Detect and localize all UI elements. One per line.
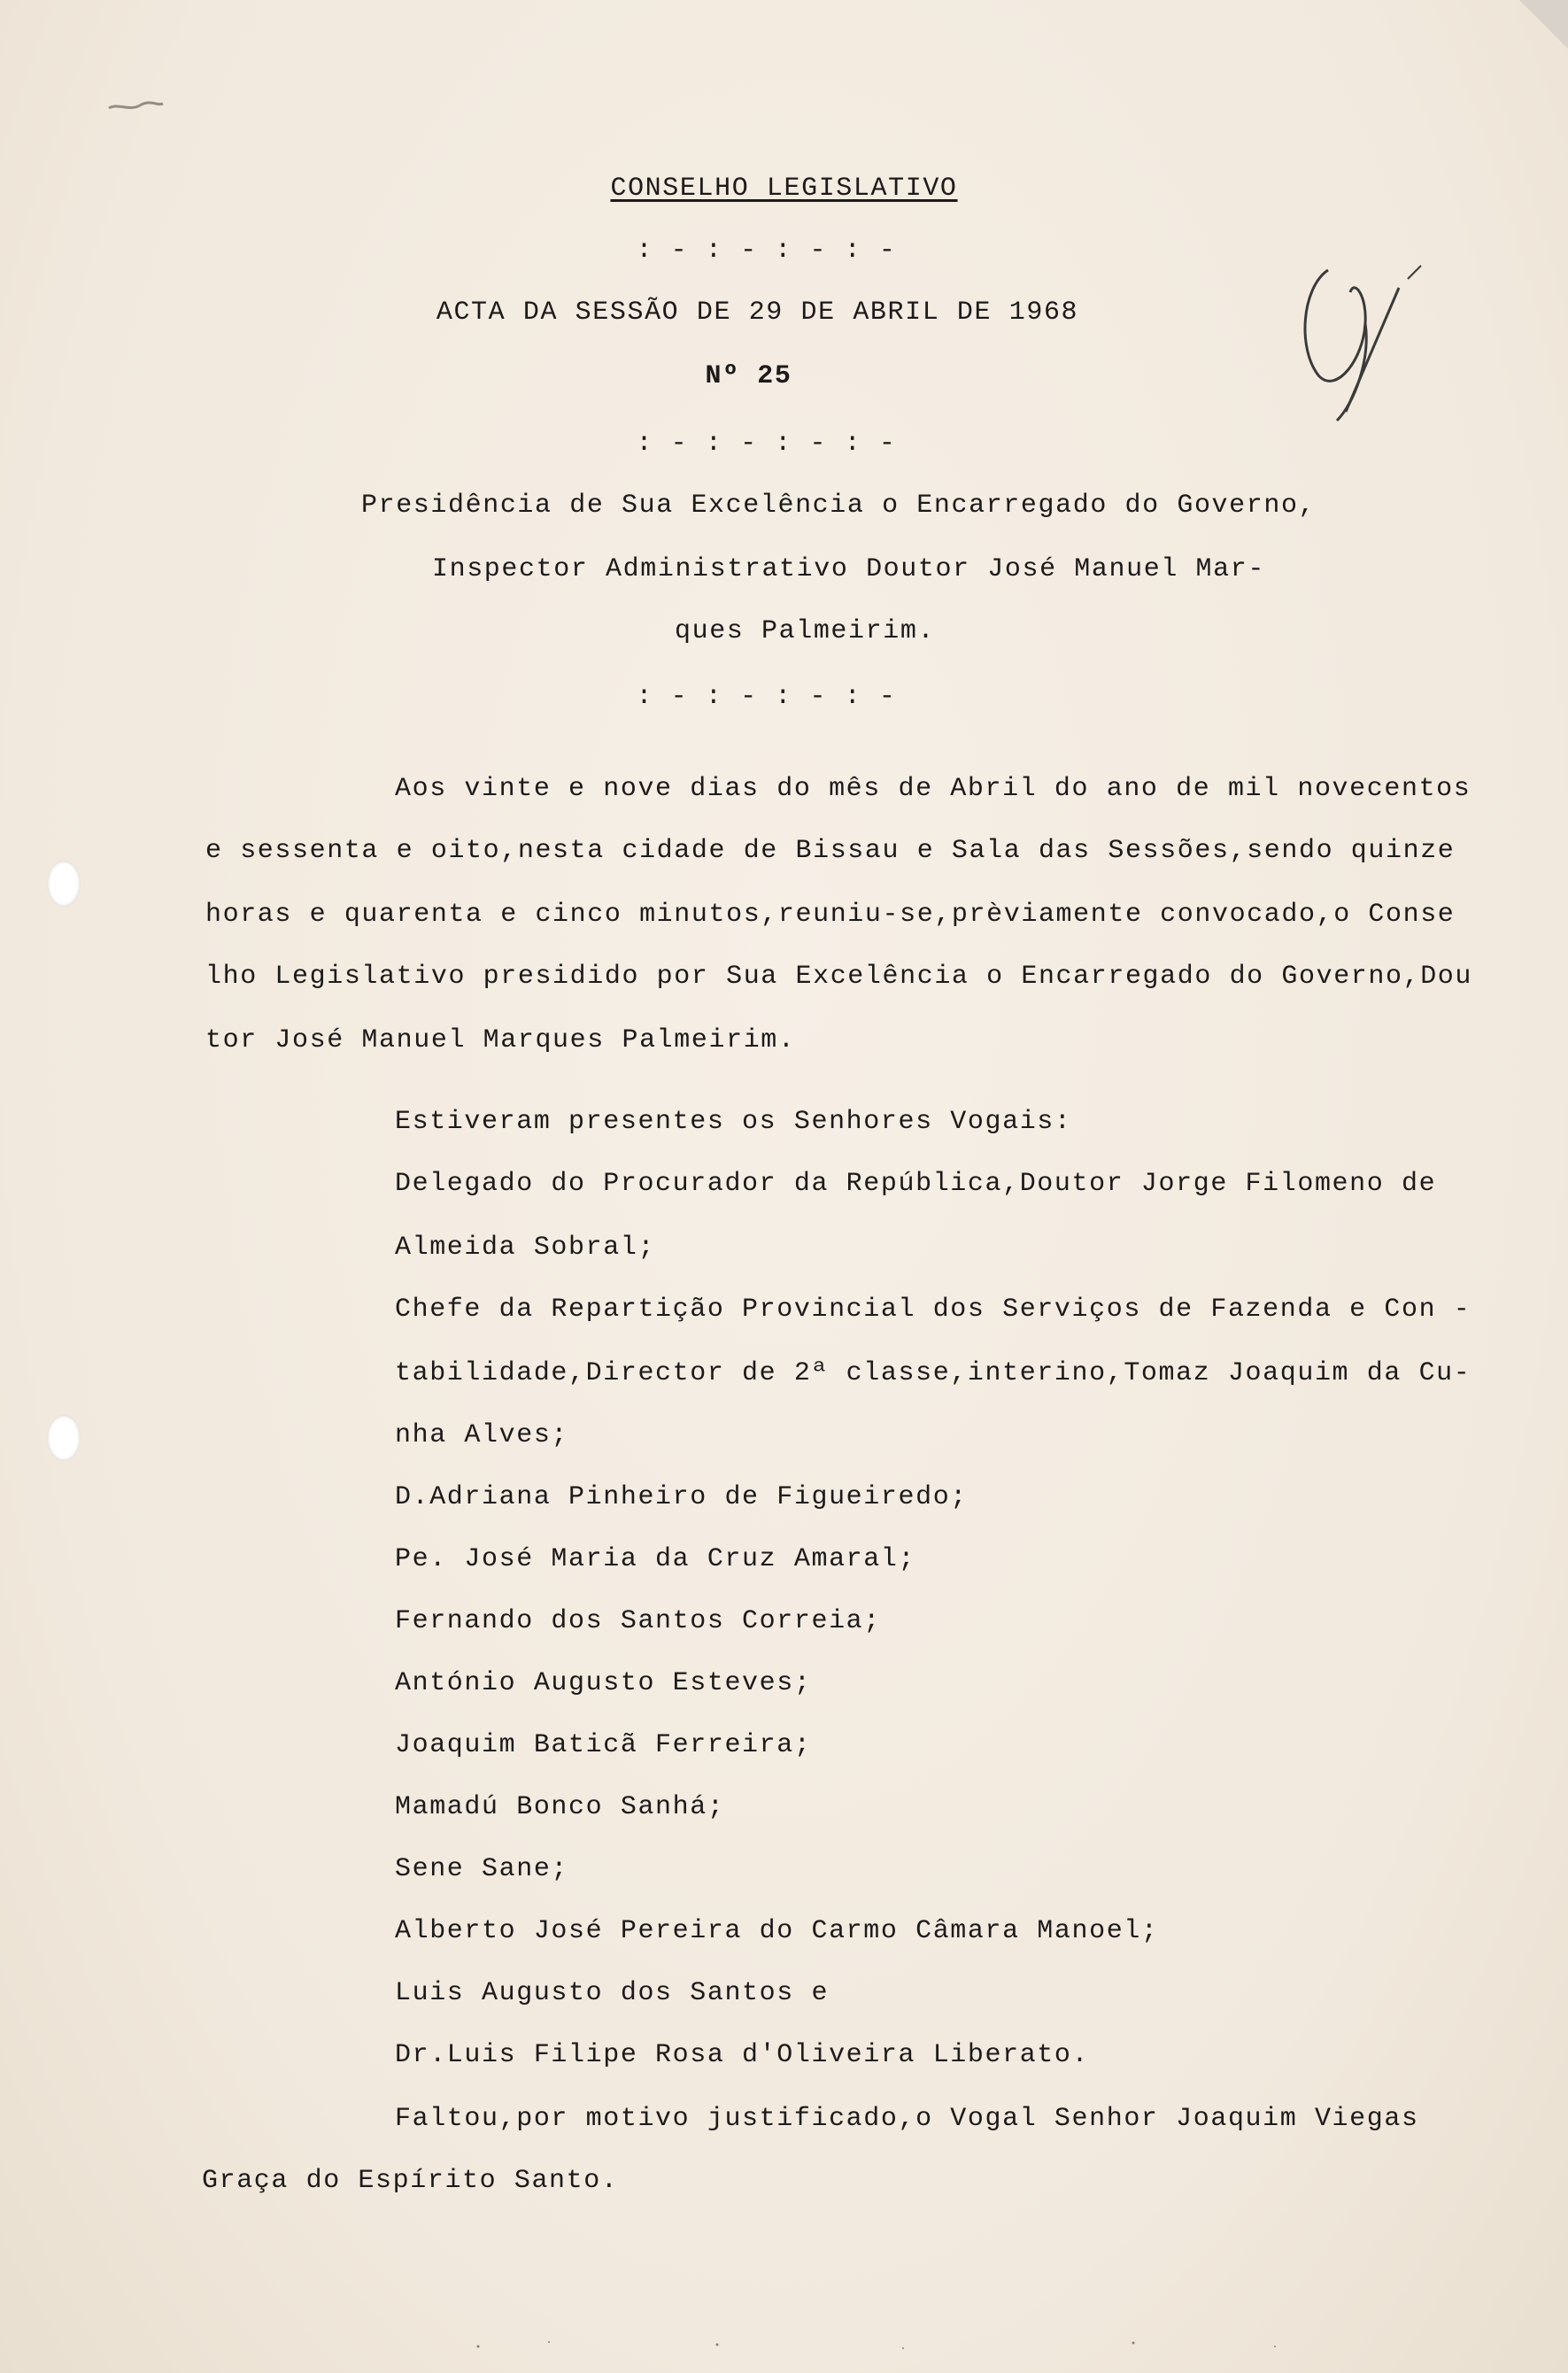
- paper-specks: [443, 2329, 1328, 2355]
- presidency-line: ques Palmeirim.: [675, 616, 936, 646]
- attendee-line: Pe. José Maria da Cruz Amaral;: [395, 1544, 916, 1574]
- attendee-line: Chefe da Repartição Provincial dos Serviços de Fazenda e Con -: [395, 1295, 1471, 1325]
- attendee-line: Alberto José Pereira do Carmo Câmara Manoel;: [395, 1916, 1159, 1946]
- absence-line: Graça do Espírito Santo.: [202, 2166, 619, 2196]
- attendee-line: Almeida Sobral;: [395, 1233, 656, 1263]
- punch-hole: [47, 861, 81, 907]
- attendee-line: nha Alves;: [395, 1420, 569, 1450]
- attendee-line: Dr.Luis Filipe Rosa d'Oliveira Liberato.: [395, 2040, 1090, 2070]
- attendee-line: Delegado do Procurador da República,Doutor Jorge Filomeno de: [395, 1169, 1437, 1199]
- attendee-line: tabilidade,Director de 2ª classe,interino,Tomaz Joaquim da Cu-: [395, 1358, 1471, 1388]
- separator: : - : - : - : -: [636, 429, 897, 459]
- attendee-line: D.Adriana Pinheiro de Figueiredo;: [395, 1482, 968, 1512]
- folded-corner: [1519, 0, 1568, 49]
- paragraph-line: horas e quarenta e cinco minutos,reuniu-se,prèviamente convocado,o Conse: [205, 900, 1456, 930]
- handwritten-initials: [1266, 252, 1443, 429]
- attendee-line: Mamadú Bonco Sanhá;: [395, 1792, 725, 1822]
- attendee-line: Fernando dos Santos Correia;: [395, 1606, 881, 1636]
- paragraph-line: Aos vinte e nove dias do mês de Abril do ano de mil novecentos: [395, 774, 1471, 804]
- attendee-line: Sene Sane;: [395, 1854, 569, 1884]
- separator: : - : - : - : -: [636, 682, 897, 712]
- punch-hole: [47, 1415, 81, 1461]
- paragraph-line: e sessenta e oito,nesta cidade de Bissau e Sala das Sessões,sendo quinze: [205, 836, 1456, 866]
- attendee-line: Joaquim Baticã Ferreira;: [395, 1730, 812, 1760]
- paragraph-line: tor José Manuel Marques Palmeirim.: [205, 1025, 796, 1055]
- ink-smudge: [104, 97, 166, 115]
- attendees-intro: Estiveram presentes os Senhores Vogais:: [395, 1107, 1072, 1137]
- presidency-line: Presidência de Sua Excelência o Encarregado do Governo,: [361, 491, 1317, 521]
- presidency-line: Inspector Administrativo Doutor José Manuel Mar-: [432, 554, 1265, 584]
- attendee-line: António Augusto Esteves;: [395, 1668, 812, 1698]
- session-title: ACTA DA SESSÃO DE 29 DE ABRIL DE 1968: [436, 298, 1079, 328]
- paragraph-line: lho Legislativo presidido por Sua Excelência o Encarregado do Governo,Dou: [205, 962, 1473, 992]
- absence-line: Faltou,por motivo justificado,o Vogal Senhor Joaquim Viegas: [395, 2104, 1419, 2134]
- council-heading: CONSELHO LEGISLATIVO: [610, 174, 958, 204]
- session-number: Nº 25: [705, 361, 792, 391]
- attendee-line: Luis Augusto dos Santos e: [395, 1978, 830, 2008]
- separator: : - : - : - : -: [636, 236, 897, 266]
